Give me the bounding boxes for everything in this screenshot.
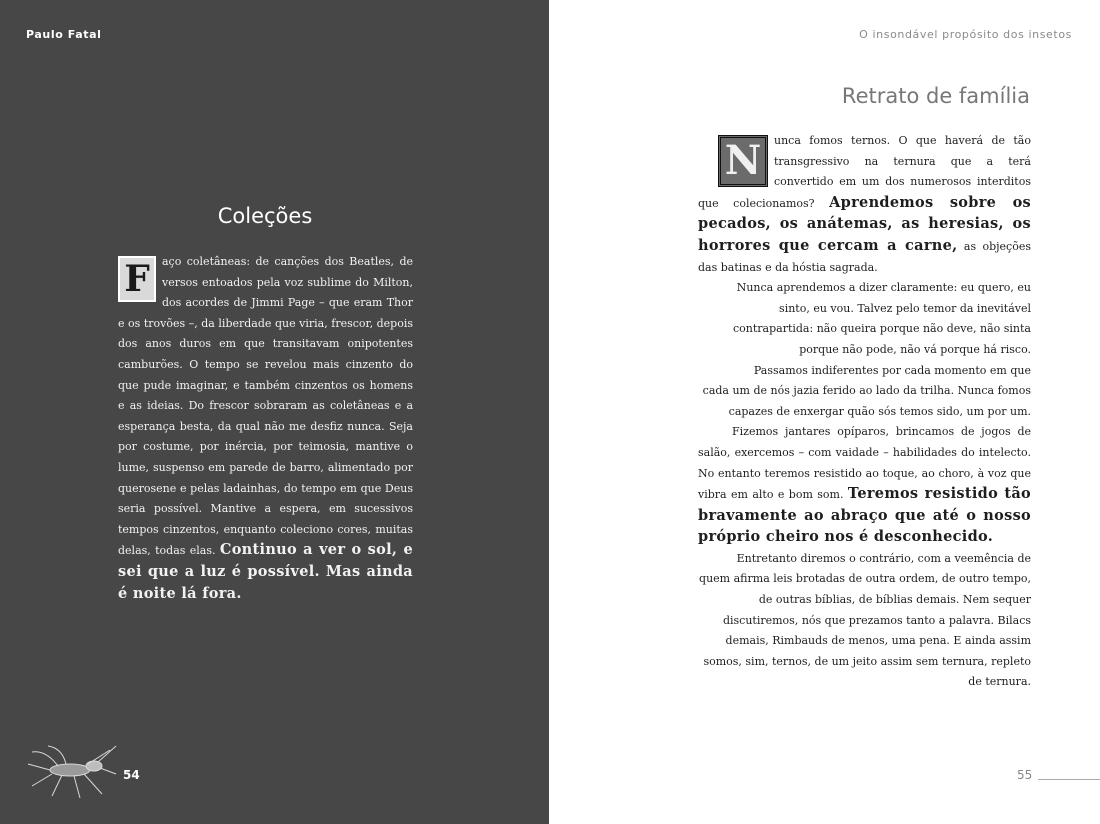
paragraph-1-start: unca fomos ternos. O que haverá de tão transgressivo na ternura que a terá convertido em um dos numerosos interditos que colecionamos? — [698, 134, 1031, 210]
running-header-author: Paulo Fatal — [26, 28, 102, 41]
left-page — [0, 0, 549, 824]
paragraph-4-start: Fizemos jantares opíparos, brincamos de jogos de salão, exercemos – com vaidade – habilidades do intelecto. No entanto teremos resistido ao toque, ao choro, à voz que vibra em alto e bom som. — [698, 425, 1031, 502]
emphasis-text-left: Continuo a ver o sol, e sei que a luz é possível. Mas ainda é noite lá fora. — [118, 541, 413, 602]
paragraph-2: Nunca aprendemos a dizer claramente: eu quero, eu sinto, eu vou. Talvez pelo temor da inevitável contrapartida: não queira porque não deve, não sinta porque não pode, não vá porque há risco. — [732, 281, 1031, 356]
paragraph-4-emphasis: Teremos resistido tão bravamente ao abraço que até o nosso próprio cheiro nos é desconhecido. — [698, 485, 1031, 546]
paragraph-4 — [698, 422, 1031, 549]
chapter-title-right: Retrato de família — [841, 84, 1030, 108]
dropcap-f: F — [118, 256, 156, 302]
paragraph-1-end: as objeções das batinas e da hóstia sagrada. — [698, 239, 1031, 274]
chapter-body-right — [698, 131, 1031, 693]
chapter-title-left: Coleções — [217, 204, 313, 228]
paragraph-3: Passamos indiferentes por cada momento em que cada um de nós jazia ferido ao lado da trilha. Nunca fomos capazes de enxergar quão sós temos sido, um por um. — [702, 363, 1031, 418]
paragraph-5: Entretanto diremos o contrário, com a veemência de quem afirma leis brotadas de outra ordem, de outro tempo, de outras bíblias, de bíblias demais. Nem sequer discutiremos, nós que prezamos tanto a palavra. Bilacs demais, Rimbauds de menos, uma pena. E ainda assim somos, sim, ternos, de um jeito assim sem ternura, repleto de ternura. — [699, 551, 1031, 689]
page-number-left: 54 — [123, 768, 140, 782]
page-number-rule — [1038, 779, 1100, 780]
chapter-body-left — [118, 252, 413, 605]
page-number-right: 55 — [1017, 768, 1033, 782]
dropcap-n: N — [718, 135, 768, 187]
running-header-book-title: O insondável propósito dos insetos — [859, 28, 1072, 41]
paragraph-1 — [698, 131, 1031, 278]
body-text-left: aço coletâneas: de canções dos Beatles, de versos entoados pela voz sublime do Milton, dos acordes de Jimmi Page – que eram Thor e os trovões –, da liberdade que viria, frescor, depois dos anos duros em que transitavam onipotentes camburões. O tempo se revelou mais cinzento do que pude imaginar, e também cinzentos os homens e as ideias. Do frescor sobraram as coletâneas e a esperança besta, da qual não me desfiz nunca. Seja por costume, por inércia, por teimosia, mantive o lume, suspenso em parede de barro, alimentado por querosene e pelas ladainhas, do tempo em que Deus seria possível. Mantive a espera, em sucessivos tempos cinzentos, enquanto coleciono cores, muitas delas, todas elas. — [118, 255, 413, 558]
paragraph-1-emphasis: Aprendemos sobre os pecados, os anátemas, as heresias, os horrores que cercam a carne, — [698, 193, 1032, 254]
insect-illustration-icon — [22, 744, 118, 800]
